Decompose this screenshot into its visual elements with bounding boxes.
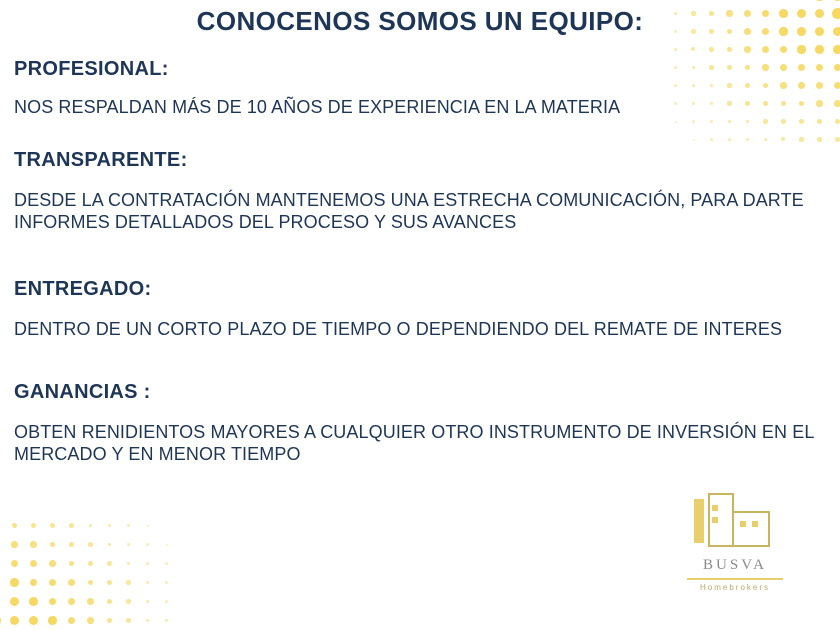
section-ganancias: [14, 381, 814, 466]
decorative-dots-bottom-left: [0, 520, 180, 630]
sections-container: [14, 52, 814, 470]
section-heading: ENTREGADO:: [14, 277, 152, 300]
section-profesional: [14, 58, 814, 119]
section-heading: PROFESIONAL:: [14, 58, 169, 80]
busva-logo: [670, 489, 800, 592]
section-heading: TRANSPARENTE:: [14, 148, 188, 171]
section-entregado: [14, 278, 814, 341]
section-body: DENTRO DE UN CORTO PLAZO DE TIEMPO O DEPENDIENDO DEL REMATE DE INTERES: [14, 318, 783, 339]
section-body: DESDE LA CONTRATACIÓN MANTENEMOS UNA ESTRECHA COMUNICACIÓN, PARA DARTE INFORMES DETALLADOS DEL PROCESO Y SUS AVANCES: [14, 189, 804, 232]
building-icon: [680, 489, 790, 551]
section-transparente: [14, 149, 814, 234]
logo-divider: [687, 578, 783, 580]
section-body: OBTEN RENIDIENTOS MAYORES A CUALQUIER OTRO INSTRUMENTO DE INVERSIÓN EN EL MERCADO Y EN MENOR TIEMPO: [14, 421, 814, 464]
section-body: NOS RESPALDAN MÁS DE 10 AÑOS DE EXPERIENCIA EN LA MATERIA: [14, 97, 621, 117]
section-heading: GANANCIAS :: [14, 380, 151, 403]
page-title: CONOCENOS SOMOS UN EQUIPO:: [196, 6, 644, 36]
logo-tagline: Homebrokers: [699, 583, 770, 592]
logo-name: BUSVA: [703, 557, 767, 573]
